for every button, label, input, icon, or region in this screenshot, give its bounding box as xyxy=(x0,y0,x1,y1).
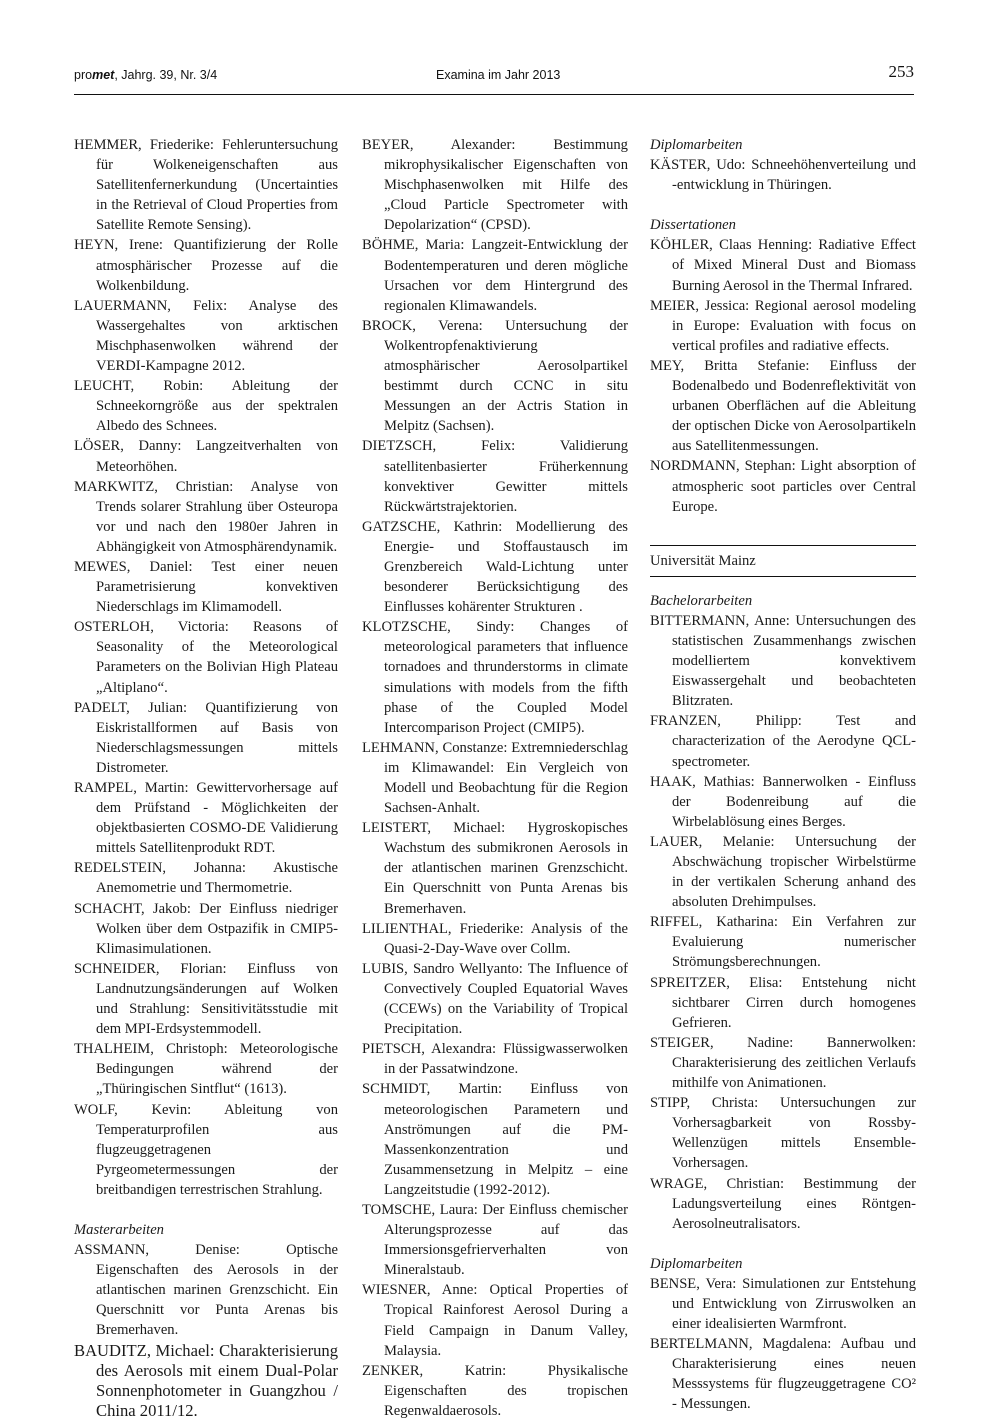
list-item xyxy=(74,617,338,697)
list-item xyxy=(650,1033,916,1093)
list-item xyxy=(362,959,628,1039)
journal-emphasis: met xyxy=(92,68,115,82)
list-item xyxy=(362,517,628,617)
list-item xyxy=(362,818,628,918)
author-name: HEMMER, Friederike: xyxy=(74,137,214,153)
list-item xyxy=(362,617,628,738)
thesis-title: Modellierung des Energie- und Stoffaustausch im Grenzbereich Wald-Lichtung unter besonderer Berücksichtigung des Einflusses kohärenter Strukturen . xyxy=(384,518,628,616)
thesis-title: Der Einfluss niedriger Wolken über dem Ostpazifik in CMIP5-Klimasimulationen. xyxy=(96,900,338,957)
thesis-title: Entstehung nicht sichtbarer Cirren durch homogenes Gefrieren. xyxy=(672,974,916,1031)
list-item xyxy=(650,832,916,912)
section-label-diplom: Diplomarbeiten xyxy=(650,137,743,153)
master-list xyxy=(74,1240,338,1420)
author-name: LUBIS, Sandro Wellyanto: xyxy=(362,960,523,977)
list-item xyxy=(650,356,916,456)
author-name: KÖHLER, Claas Henning: xyxy=(650,237,813,254)
list-item xyxy=(74,959,338,1039)
list-item xyxy=(74,436,338,476)
thesis-title: Einfluss der Bodenalbedo und Bodenreflektivität von urbanen Oberflächen auf die Ableitung der optischen Dicke von Aerosolpartikeln aus Satellitenmessungen. xyxy=(672,357,916,455)
author-name: RAMPEL, Martin: xyxy=(74,780,189,796)
author-name: STIPP, Christa: xyxy=(650,1095,759,1112)
list-item xyxy=(650,912,916,972)
thesis-title: Einfluss von Landnutzungsänderungen auf Wolken und Strahlung: Sensitivitätsstudie mit dem MPI-Erdsystemmodell. xyxy=(96,960,338,1038)
list-item xyxy=(650,772,916,832)
thesis-title: Hygroskopisches Wachstum des submikronen Aerosols in der atlantischen marinen Grenzschicht. Ein Querschnitt von Punta Arenas bis Bremerhaven. xyxy=(384,820,628,917)
thesis-title: Untersuchung der Wolkentropfenaktivierung atmosphärischer Aerosolpartikel bestimmt durch CCNC in situ Messungen an der Actris Station in Melpitz (Sachsen). xyxy=(384,317,628,435)
author-name: LEHMANN, Constanze: xyxy=(362,739,508,756)
author-name: LEUCHT, Robin: xyxy=(74,378,204,395)
spacer xyxy=(650,517,916,529)
author-name: MEY, Britta Stefanie: xyxy=(650,357,810,374)
author-name: ASSMANN, Denise: xyxy=(74,1242,240,1259)
thesis-title: Untersuchungen zur Vorhersagbarkeit von Rossby-Wellenzügen mittels Ensemble-Vorhersagen. xyxy=(672,1095,917,1172)
column-right xyxy=(650,135,916,1415)
thesis-title: Regional aerosol modeling in Europe: Evaluation with focus on vertical profiles and radiative effects. xyxy=(672,297,916,354)
running-title: Examina im Jahr 2013 xyxy=(436,68,561,82)
list-item xyxy=(74,1039,338,1099)
thesis-title: Analyse des Wassergehaltes von arktischen Mischphasenwolken während der VERDI-Kampagne 2012. xyxy=(96,297,338,375)
author-name: LILIENTHAL, Friederike: xyxy=(362,920,524,937)
author-name: KÄSTER, Udo: xyxy=(650,157,746,174)
author-name: MEIER, Jessica: xyxy=(650,297,750,314)
list-item xyxy=(74,698,338,778)
list-item xyxy=(74,376,338,436)
list-item xyxy=(74,557,338,617)
thesis-title: Der Einfluss chemischer Alterungsprozesse auf das Immersionsgefrierverhalten von Mineralstaub. xyxy=(384,1201,628,1279)
author-name: LAUER, Melanie: xyxy=(650,833,775,850)
thesis-title: Extremniederschlag im Klimawandel: Ein Vergleich von Modell und Beobachtung für die Region Sachsen-Anhalt. xyxy=(384,739,628,817)
column-middle xyxy=(362,135,628,1421)
section-label-bachelor: Bachelorarbeiten xyxy=(650,592,753,609)
thesis-title: Changes of meteorological parameters that influence tornadoes and thrunderstorms in climate simulations with models from the fifth phase of the Coupled Model Intercomparison Project (CMIP5). xyxy=(384,619,628,736)
column-left xyxy=(74,135,338,1421)
list-item xyxy=(74,858,338,898)
journal-prefix: pro xyxy=(74,68,93,82)
author-name: LÖSER, Danny: xyxy=(74,438,182,455)
list-item xyxy=(650,711,916,771)
thesis-title: Flüssigwasserwolken in der Passatwindzone. xyxy=(384,1041,628,1078)
author-name: BAUDITZ, Michael: xyxy=(74,1340,215,1360)
author-name: STEIGER, Nadine: xyxy=(650,1034,794,1051)
author-name: THALHEIM, Christoph: xyxy=(74,1041,228,1058)
university-rule-bottom xyxy=(650,576,916,577)
author-name: FRANZEN, Philipp: xyxy=(650,713,802,730)
header-rule xyxy=(74,94,914,95)
thesis-title: Meteorologische Bedingungen während der „Thüringischen Sintflut“ (1613). xyxy=(96,1041,338,1098)
bachelor-list xyxy=(650,611,916,1234)
thesis-title: Charakterisierung des Aerosols mit einem Dual-Polar Sonnenphotometer in Guangzhou / China 2011/12. xyxy=(96,1340,338,1420)
diplom-list xyxy=(650,155,916,195)
list-item xyxy=(74,235,338,295)
author-name: BEYER, Alexander: xyxy=(362,137,516,153)
list-item xyxy=(362,1361,628,1421)
list-item xyxy=(362,436,628,516)
author-name: RIFFEL, Katharina: xyxy=(650,914,778,931)
list-item xyxy=(650,235,916,295)
list-item xyxy=(650,296,916,356)
journal-issue: , Jahrg. 39, Nr. 3/4 xyxy=(114,68,218,82)
journal-info xyxy=(74,68,217,82)
thesis-list xyxy=(74,135,338,1200)
thesis-title: Reasons of Seasonality of the Meteorological Parameters on the Bolivian High Plateau „Altiplano“. xyxy=(96,619,338,696)
author-name: PIETSCH, Alexandra: xyxy=(362,1041,496,1058)
thesis-title: Bestimmung mikrophysikalischer Eigenschaften von Mischphasenwolken mit Hilfe des „Cloud Particle Spectrometer with Depolarization“ (CPSD). xyxy=(384,137,628,234)
list-item xyxy=(650,1274,916,1334)
thesis-title: Analyse von Trends solarer Strahlung über Osteuropa vor und nach den 1980er Jahren in Abhängigkeit von Atmosphärendynamik. xyxy=(96,478,338,555)
list-item xyxy=(74,477,338,557)
thesis-title: Test einer neuen Parametrisierung konvektiven Niederschlags im Klimamodell. xyxy=(96,558,338,616)
list-item xyxy=(362,1200,628,1280)
thesis-title: The Influence of Convectively Coupled Equatorial Waves (CCEWs) on the Variability of Tropical Precipitation. xyxy=(384,960,629,1038)
thesis-list xyxy=(362,135,628,1421)
author-name: WRAGE, Christian: xyxy=(650,1175,785,1192)
list-item xyxy=(74,296,338,376)
author-name: SPREITZER, Elisa: xyxy=(650,974,783,991)
thesis-title: Langzeit-Entwicklung der Bodentemperaturen und deren mögliche Ursachen vor dem Hintergrund des regionalen Klimawandels. xyxy=(384,237,629,314)
author-name: KLOTZSCHE, Sindy: xyxy=(362,619,515,636)
thesis-title: Ein Verfahren zur Evaluierung numerischer Strömungsberechnungen. xyxy=(672,914,917,971)
author-name: DIETZSCH, Felix: xyxy=(362,438,516,455)
author-name: MARKWITZ, Christian: xyxy=(74,478,234,495)
thesis-title: Radiative Effect of Mixed Mineral Dust and Biomass Burning Aerosol in the Thermal Infrared. xyxy=(672,237,916,294)
list-item xyxy=(74,1341,338,1421)
dissertation-list xyxy=(650,235,916,516)
spacer xyxy=(650,1234,916,1254)
thesis-title: Fehleruntersuchung für Wolkeneigenschaften aus Satellitenfernerkundung (Uncertainties in the Retrieval of Cloud Properties from Satellite Remote Sensing). xyxy=(96,137,338,234)
author-name: MEWES, Daniel: xyxy=(74,558,193,575)
thesis-title: Quantifizierung der Rolle atmosphärischer Prozesse auf die Wolkenbildung. xyxy=(96,237,339,294)
list-item xyxy=(362,135,628,235)
list-item xyxy=(362,235,628,315)
list-item xyxy=(362,316,628,437)
list-item xyxy=(362,738,628,818)
thesis-title: Ableitung der Schneekorngröße aus der spektralen Albedo des Schnees. xyxy=(96,378,338,435)
spacer xyxy=(650,195,916,215)
list-item xyxy=(74,778,338,858)
author-name: LEISTERT, Michael: xyxy=(362,820,506,837)
author-name: WOLF, Kevin: xyxy=(74,1101,192,1118)
thesis-title: Einfluss von meteorologischen Parametern und Anströmungen auf die PM-Massenkonzentration und Zusammensetzung in Melpitz – eine Langzeitstudie (1992-2012). xyxy=(384,1081,628,1198)
list-item xyxy=(650,1174,916,1234)
author-name: SCHNEIDER, Florian: xyxy=(74,960,227,977)
author-name: BITTERMANN, Anne: xyxy=(650,612,790,629)
thesis-title: Schneehöhenverteilung und -entwicklung in Thüringen. xyxy=(672,157,916,194)
author-name: OSTERLOH, Victoria: xyxy=(74,619,229,636)
thesis-title: Optische Eigenschaften des Aerosols in der atlantischen marinen Grenzschicht. Ein Querschnitt vor Punta Arenas bis Bremerhaven. xyxy=(96,1242,338,1339)
author-name: ZENKER, Katrin: xyxy=(362,1362,507,1379)
list-item xyxy=(74,135,338,235)
list-item xyxy=(650,611,916,711)
thesis-title: Ableitung von Temperaturprofilen aus flugzeuggetragenen Pyrgeometermessungen der breitbandigen terrestrischen Strahlung. xyxy=(96,1101,338,1198)
list-item xyxy=(362,1280,628,1360)
thesis-title: Untersuchung der Abschwächung tropischer Wirbelstürme in der vertikalen Scherung anhand des absoluten Drehimpulses. xyxy=(672,833,916,911)
section-label-master: Masterarbeiten xyxy=(74,1221,164,1238)
thesis-title: Bannerwolken: Charakterisierung des zeitlichen Verlaufs mithilfe von Animationen. xyxy=(672,1034,916,1092)
thesis-title: Test and characterization of the Aerodyne QCL-spectrometer. xyxy=(672,713,916,770)
section-label-dissertation: Dissertationen xyxy=(650,217,736,234)
author-name: SCHACHT, Jakob: xyxy=(74,900,191,917)
thesis-title: Langzeitverhalten von Meteorhöhen. xyxy=(96,438,339,475)
thesis-title: Bestimmung der Ladungsverteilung eines Röntgen-Aerosolneutralisators. xyxy=(672,1175,916,1232)
author-name: PADELT, Julian: xyxy=(74,699,188,716)
thesis-title: Validierung satellitenbasierter Früherkennung konvektiver Gewitter mittels Rückwärtstrajektorien. xyxy=(384,438,628,515)
author-name: HEYN, Irene: xyxy=(74,237,163,254)
list-item xyxy=(362,919,628,959)
thesis-title: Akustische Anemometrie und Thermometrie. xyxy=(96,860,338,897)
author-name: TOMSCHE, Laura: xyxy=(362,1201,478,1218)
author-name: SCHMIDT, Martin: xyxy=(362,1081,503,1098)
thesis-title: Physikalische Eigenschaften des tropischen Regenwaldaerosols. xyxy=(384,1362,628,1419)
author-name: BENSE, Vera: xyxy=(650,1275,737,1292)
list-item xyxy=(362,1039,628,1079)
thesis-title: Analysis of the Quasi-2-Day-Wave over Collm. xyxy=(384,920,628,957)
author-name: HAAK, Mathias: xyxy=(650,773,755,790)
list-item xyxy=(74,1240,338,1340)
spacer xyxy=(74,1200,338,1220)
university-heading: Universität Mainz xyxy=(650,552,756,569)
author-name: REDELSTEIN, Johanna: xyxy=(74,860,246,877)
author-name: WIESNER, Anne: xyxy=(362,1282,478,1299)
author-name: BÖHME, Maria: xyxy=(362,237,465,254)
list-item xyxy=(650,155,916,195)
author-name: NORDMANN, Stephan: xyxy=(650,458,796,475)
list-item xyxy=(362,1079,628,1200)
list-item xyxy=(74,899,338,959)
author-name: LAUERMANN, Felix: xyxy=(74,297,228,314)
list-item xyxy=(74,1100,338,1200)
section-label-diplom-2: Diplomarbeiten xyxy=(650,1255,743,1272)
list-item xyxy=(650,973,916,1033)
author-name: BROCK, Verena: xyxy=(362,317,483,334)
thesis-title: Aufbau und Charakterisierung eines neuen Messsystems für flugzeuggetragene CO² - Messungen. xyxy=(672,1336,916,1413)
thesis-title: Optical Properties of Tropical Rainforest Aerosol During a Field Campaign in Danum Valley, Malaysia. xyxy=(384,1282,628,1359)
thesis-title: Simulationen zur Entstehung und Entwicklung von Zirruswolken an einer idealisierten Warmfront. xyxy=(672,1275,916,1333)
thesis-title: Light absorption of atmospheric soot particles over Central Europe. xyxy=(672,458,916,515)
diplom-list-2 xyxy=(650,1274,916,1415)
list-item xyxy=(650,456,916,516)
thesis-title: Quantifizierung von Eiskristallformen auf Basis von Niederschlagsmessungen mittels Distrometer. xyxy=(96,699,338,776)
thesis-title: Untersuchungen des statistischen Zusammenhangs zwischen modelliertem konvektivem Eiswassergehalt und beobachteten Blitzraten. xyxy=(672,612,916,710)
thesis-title: Gewittervorhersage auf dem Prüfstand - Möglichkeiten der objektbasierten COSMO-DE Validierung mittels Satellitenprodukt RDT. xyxy=(96,780,339,857)
author-name: GATZSCHE, Kathrin: xyxy=(362,518,503,535)
list-item xyxy=(650,1334,916,1414)
author-name: BERTELMANN, Magdalena: xyxy=(650,1336,832,1353)
page-header xyxy=(74,62,914,90)
page-number: 253 xyxy=(888,62,914,81)
list-item xyxy=(650,1093,916,1173)
thesis-title: Bannerwolken - Einfluss der Bodenreibung auf die Wirbelablösung eines Berges. xyxy=(672,773,917,830)
